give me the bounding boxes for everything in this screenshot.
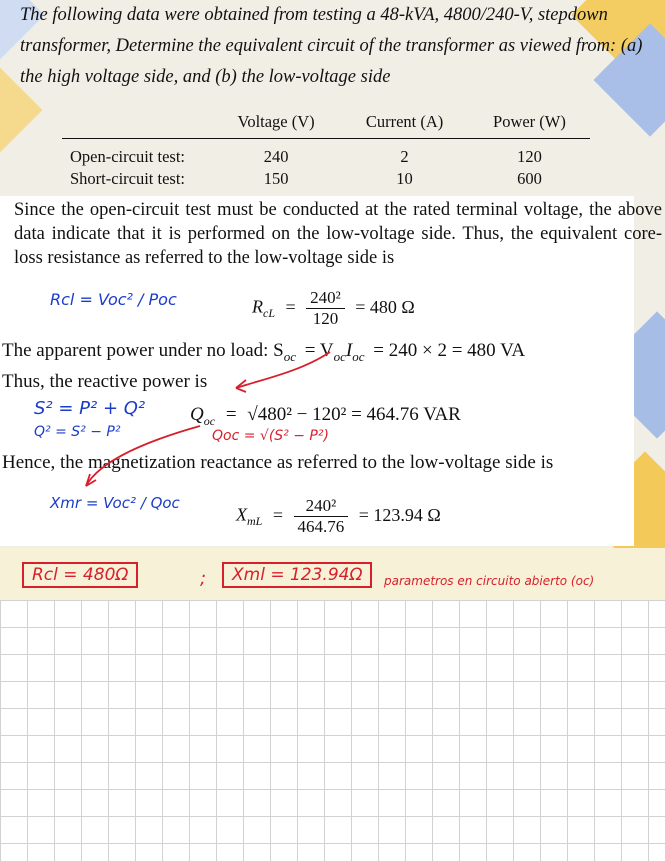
result-rcl-box: Rcl = 480Ω <box>22 562 138 588</box>
table-cell: 240 <box>263 147 289 166</box>
reactive-power-intro: Thus, the reactive power is <box>2 370 208 392</box>
table-cell: 120 <box>517 147 542 166</box>
arrow-to-q-equation <box>236 352 330 388</box>
text: The apparent power under no load: S <box>2 340 284 361</box>
eq-lhs: X <box>236 504 247 525</box>
paragraph-open-circuit: Since the open-circuit test must be conducted at the rated terminal voltage, the above data indicate that it is performed on the low-voltage side. Thus, the equivalent core-loss resistance as referred to the low-voltage side is <box>14 200 662 268</box>
eq-lhs: Q <box>190 404 204 425</box>
table-header: Current (A) <box>365 112 444 131</box>
eq-denominator: 464.76 <box>297 517 345 536</box>
sub: oc <box>283 348 297 364</box>
table-cell: 10 <box>396 169 413 188</box>
eq-lhs-sub: oc <box>203 413 216 428</box>
sub: oc <box>352 348 365 364</box>
eq-denominator: 120 <box>312 309 339 328</box>
handwritten-q-formula: Q² = S² − P² <box>34 424 121 440</box>
eq-rhs: = 480 Ω <box>355 296 415 317</box>
handwritten-x-formula: Xmr = Voc² / Qoc <box>50 494 180 512</box>
table-header: Voltage (V) <box>237 112 315 131</box>
eq-sign: = <box>285 296 296 317</box>
eq-rhs: = 123.94 Ω <box>358 504 441 525</box>
eq-lhs-sub: cL <box>263 306 275 321</box>
handwritten-s-formula: S² = P² + Q² <box>34 398 146 419</box>
eq-rhs: √480² − 120² = 464.76 VAR <box>247 404 461 425</box>
text: = 240 × 2 = 480 VA <box>373 340 526 361</box>
handwritten-note: parametros en circuito abierto (oc) <box>384 574 595 588</box>
handwritten-rcl-formula: Rcl = Voc² / Poc <box>50 290 177 309</box>
eq-lhs-sub: mL <box>247 514 263 529</box>
table-cell: 150 <box>263 169 289 188</box>
sub: oc <box>333 348 346 364</box>
handwritten-q-sqrt: Qoc = √(S² − P²) <box>212 428 329 444</box>
eq-sign: = <box>272 504 283 525</box>
text: = V <box>304 340 334 361</box>
grid-paper-area <box>0 600 665 861</box>
eq-numerator: 240² <box>294 496 349 517</box>
table-cell: Short-circuit test: <box>70 169 186 188</box>
table-cell: 600 <box>517 169 542 188</box>
problem-statement: The following data were obtained from testing a 48-kVA, 4800/240-V, stepdown transformer, Determine the equivalent circuit of the transformer as viewed from: (a) the high voltage side, and (b) the low-voltage side <box>20 5 643 87</box>
result-xml-box: Xml = 123.94Ω <box>222 562 372 588</box>
eq-lhs: R <box>252 296 263 317</box>
text: I <box>345 340 353 361</box>
table-header: Power (W) <box>493 112 566 131</box>
table-cell: 2 <box>400 147 409 166</box>
arrow-to-x-formula <box>86 426 200 486</box>
eq-sign: = <box>225 404 237 425</box>
paragraph-magnetization: Hence, the magnetization reactance as referred to the low-voltage side is <box>2 452 554 473</box>
table-cell: Open-circuit test: <box>70 147 186 166</box>
result-separator: ; <box>200 568 207 589</box>
eq-numerator: 240² <box>306 288 345 309</box>
